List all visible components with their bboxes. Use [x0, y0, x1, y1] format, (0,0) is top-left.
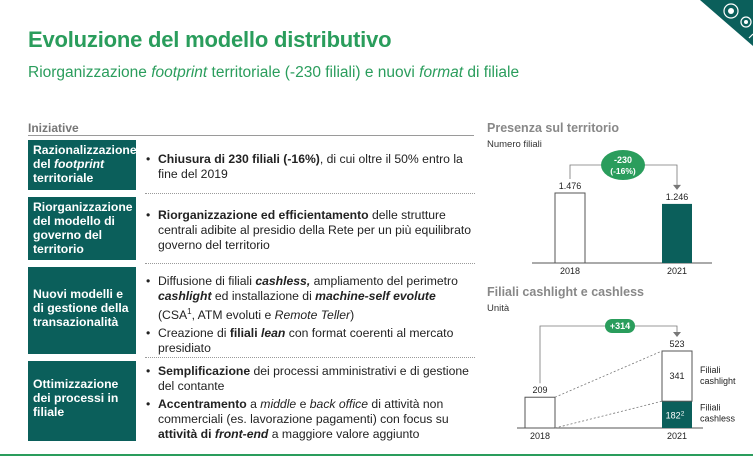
chart2-total-2018: 209: [532, 385, 548, 396]
bullet-item: • Chiusura di 230 filiali (-16%), di cui oltre il 50% entro la fine del 2019: [145, 152, 475, 182]
chart1-bar-2018: [555, 193, 585, 263]
chart2-delta-arrowhead: [673, 332, 681, 337]
chart1-subtitle: Numero filiali: [487, 139, 542, 150]
chart-presenza-territorio: [487, 150, 727, 278]
chart1-value-2018: 1.476: [558, 181, 582, 191]
section-divider: [28, 135, 474, 136]
chart2-legend-cashless: cashless: [700, 413, 736, 424]
chart2-title: Filiali cashlight e cashless: [487, 285, 645, 299]
corner-logo-icon: [690, 0, 753, 46]
initiative-box-riorganizzazione: Riorganizzazione del modello di governo del territorio: [28, 197, 136, 260]
bullet-item: • Diffusione di filiali cashless, ampliamento del perimetro cashlight ed installazione di machine-self evolute (CSA$^1$, ATM evoluti e Remote Teller): [145, 274, 475, 323]
chart2-bar-2018-cashlight: [525, 397, 555, 428]
chart1-cat-2021: 2021: [666, 266, 688, 276]
bullet-item: • Accentramento a middle e back office di attività non commerciali (es. lavorazione pagamenti) con focus su attività di front-end a maggiore valore aggiunto: [145, 397, 475, 442]
initiative-box-razionalizzazione: Razionalizzazione del footprint territoriale: [28, 140, 136, 190]
chart2-dotted-guide: [555, 401, 662, 428]
row-divider: [145, 193, 475, 194]
initiatives-label: Iniziative: [28, 121, 79, 135]
initiative-text-nuovi-modelli: [145, 274, 475, 359]
chart2-legend-cashless: Filiali: [700, 402, 721, 413]
page-title: Evoluzione del modello distributivo: [28, 27, 392, 52]
initiative-text-riorganizzazione: [145, 208, 475, 256]
chart2-delta-label: +314: [609, 321, 631, 331]
chart1-delta-label: -230: [613, 155, 633, 165]
chart2-total-2021: 523: [669, 339, 685, 349]
chart1-cat-2018: 2018: [559, 266, 581, 276]
initiative-text-razionalizzazione: [145, 152, 475, 185]
chart2-dotted-guide: [555, 351, 662, 397]
row-divider: [145, 357, 475, 358]
initiative-box-ottimizzazione: Ottimizzazione dei processi in filiale: [28, 361, 136, 441]
chart2-legend-cashlight: cashlight: [700, 376, 736, 387]
chart2-value-cashless: $182^2$: [665, 410, 685, 421]
footer-rule: [0, 454, 753, 456]
chart2-subtitle: Unità: [487, 303, 510, 314]
row-divider: [145, 263, 475, 264]
bullet-item: • Creazione di filiali lean con format coerenti al mercato presidiato: [145, 326, 475, 356]
chart2-delta-connector: [540, 326, 677, 383]
chart1-value-2021: 1.246: [665, 191, 689, 202]
page-subtitle: Riorganizzazione footprint territoriale (-230 filiali) e nuovi format di filiale: [28, 64, 520, 81]
initiative-text-ottimizzazione: [145, 364, 475, 445]
chart1-title: Presenza sul territorio: [487, 121, 619, 135]
chart2-value-cashlight: 341: [669, 371, 685, 382]
initiative-box-nuovi-modelli: Nuovi modelli e di gestione della transazionalità: [28, 267, 136, 354]
chart2-cat-2018: 2018: [529, 431, 551, 441]
chart1-delta-pct: (-16%): [610, 166, 636, 176]
chart2-cat-2021: 2021: [666, 431, 688, 441]
chart1-bar-2021: [662, 204, 692, 263]
bullet-item: • Semplificazione dei processi amministrativi e di gestione del contante: [145, 364, 475, 394]
bullet-item: • Riorganizzazione ed efficientamento delle strutture centrali adibite al presidio della Rete per un più equilibrato governo del territorio: [145, 208, 475, 253]
chart1-delta-arrowhead: [673, 185, 681, 190]
chart-cashlight-cashless: [487, 312, 753, 446]
chart2-legend-cashlight: Filiali: [700, 365, 721, 376]
